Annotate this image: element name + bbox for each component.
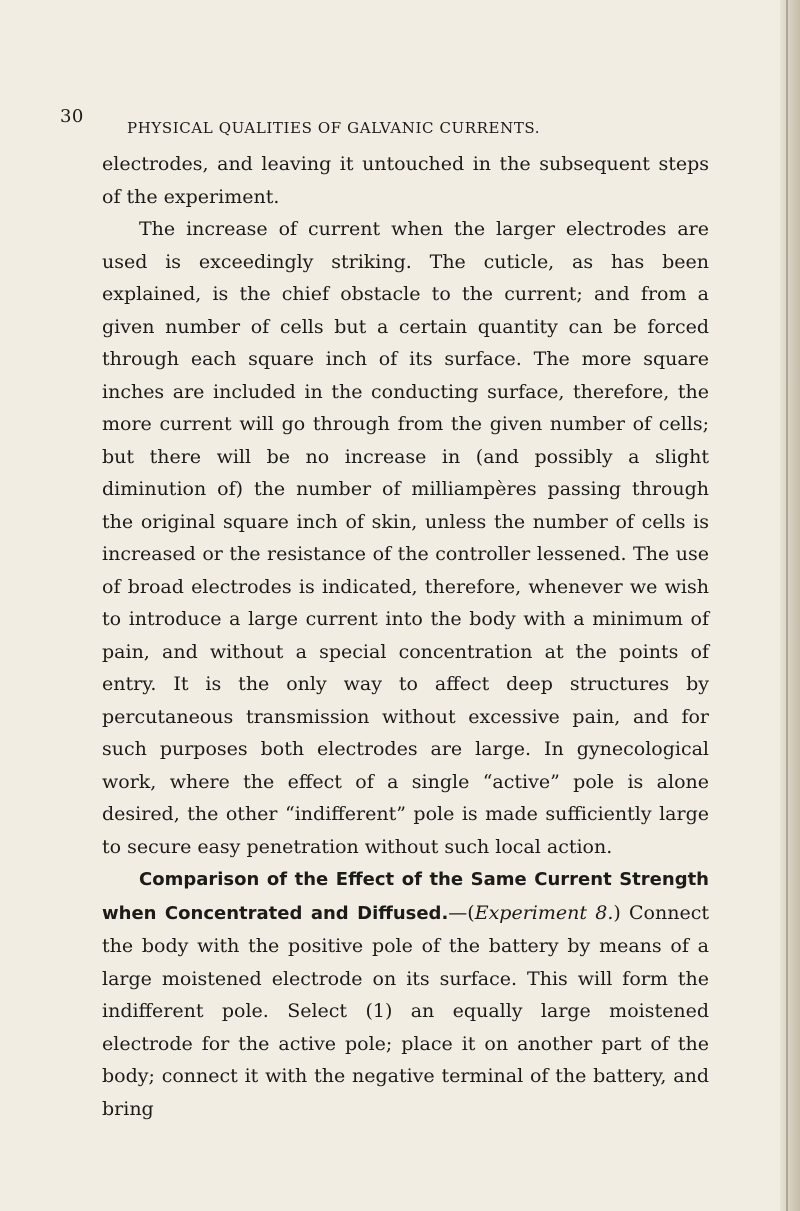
running-head bbox=[60, 106, 660, 137]
section-heading: Comparison of the Effect of the Same Current Strength when Concentrated and Diffused. bbox=[102, 869, 709, 924]
experiment-reference: Experiment 8. bbox=[474, 901, 614, 924]
page-edge-line bbox=[786, 0, 788, 1211]
paragraph-experiment-8 bbox=[102, 863, 709, 1125]
paragraph-continuation: electrodes, and leaving it untouched in the subsequent steps of the experiment. bbox=[102, 153, 709, 208]
running-title: PHYSICAL QUALITIES OF GALVANIC CURRENTS. bbox=[127, 119, 541, 137]
heading-dash: —( bbox=[448, 901, 475, 924]
reference-close: ) bbox=[613, 901, 621, 924]
page-edge-shadow bbox=[780, 0, 800, 1211]
paragraph-electrode-size: The increase of current when the larger electrodes are used is exceedingly striking. The cuticle, as has been explained, is the chief obstacle to the current; and from a given number of cells but a certain quantity can be forced through each square inch of its surface. The more square inches are included in the conducting surface, therefore, the more current will go through from the given number of cells; but there will be no increase in (and possibly a slight diminution of) the number of milliampères passing through the original square inch of skin, unless the number of cells is increased or the resistance of the controller lessened. The use of broad electrodes is indicated, therefore, whenever we wish to introduce a large current into the body with a minimum of pain, and without a special concentration at the points of entry. It is the only way to affect deep structures by percutaneous transmission without excessive pain, and for such purposes both electrodes are large. In gynecological work, where the effect of a single “active” pole is alone desired, the other “indifferent” pole is made sufficiently large to secure easy penetration without such local action. bbox=[102, 218, 709, 858]
paragraph-text: Connect the body with the positive pole of the battery by means of a large moistened electrode on its surface. This will form the indifferent pole. Select (1) an equally large moistened electrode for the active pole; place it on another part of the body; connect it with the negative terminal of the battery, and bring bbox=[102, 901, 709, 1120]
page-number: 30 bbox=[60, 106, 84, 127]
body-text bbox=[102, 148, 709, 1125]
